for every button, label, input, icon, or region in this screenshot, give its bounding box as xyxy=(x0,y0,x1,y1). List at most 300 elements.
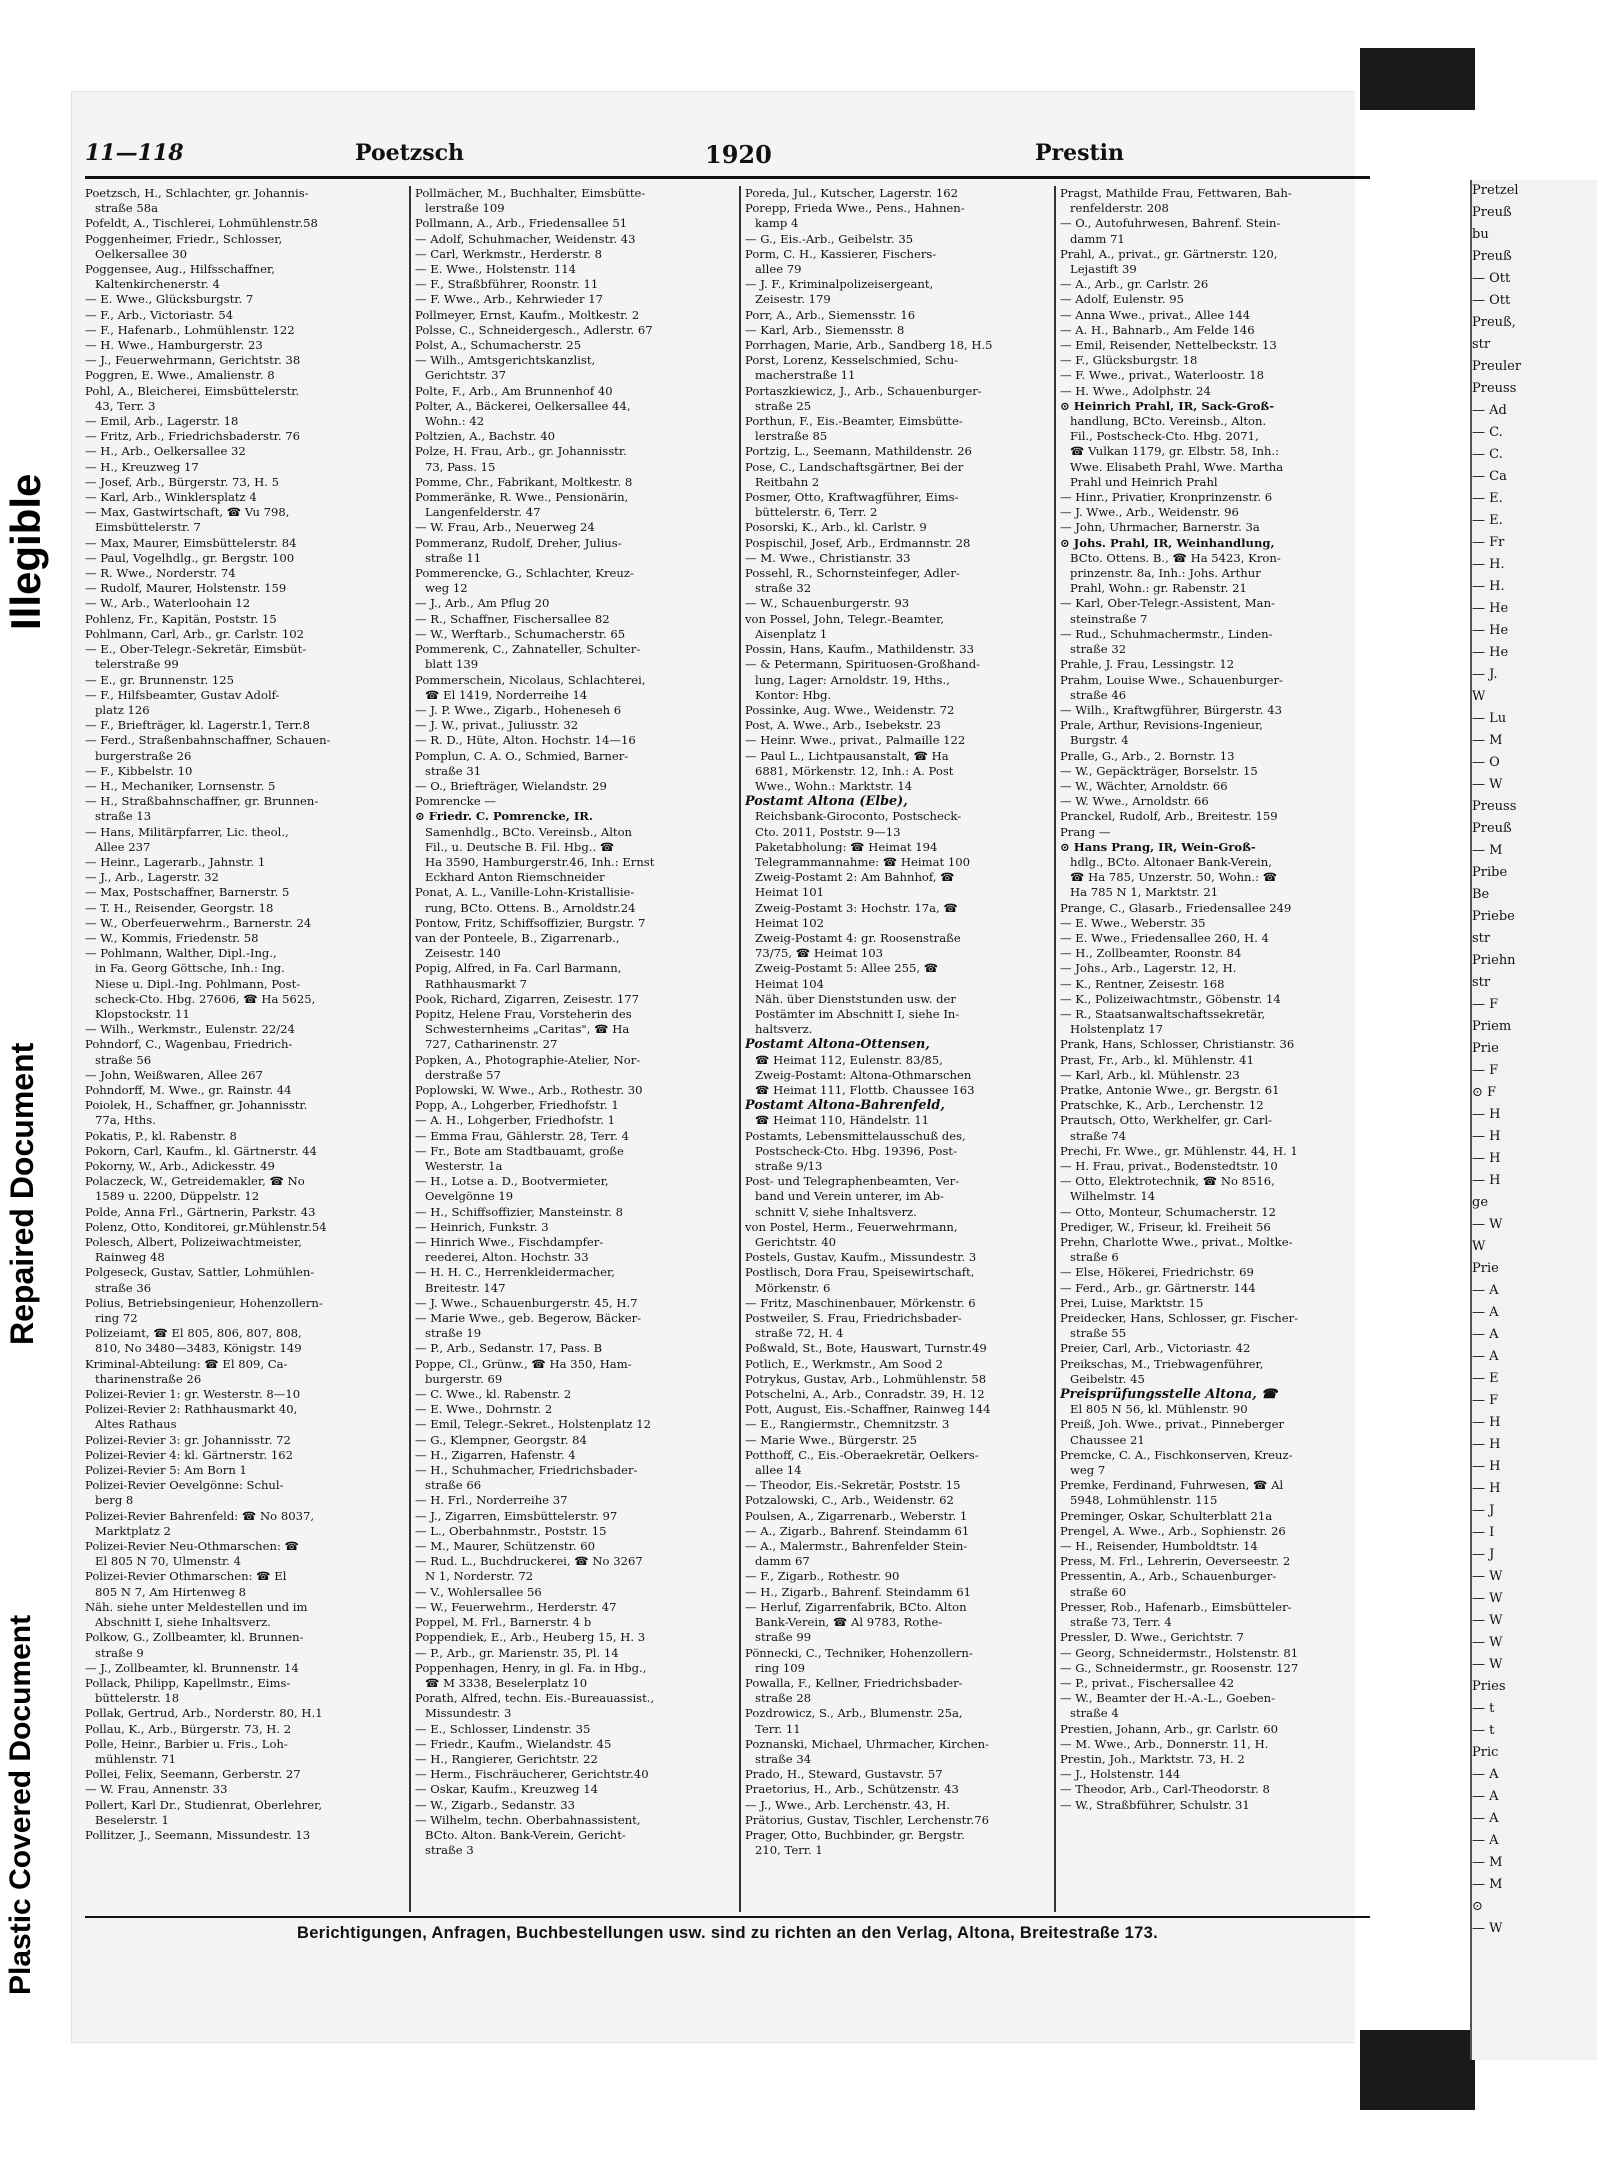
adjacent-page-fragment: Prie xyxy=(1472,1261,1499,1276)
directory-entry: Pohndorff, M. Wwe., gr. Rainstr. 44 xyxy=(85,1082,292,1097)
directory-entry: Zweig-Postamt 4: gr. Roosenstraße xyxy=(755,930,961,945)
adjacent-page-fragment: — t xyxy=(1472,1723,1495,1738)
directory-entry: handlung, BCto. Vereinsb., Alton. xyxy=(1070,414,1267,429)
directory-entry: Poggenheimer, Friedr., Schlosser, xyxy=(85,231,283,246)
directory-entry: Poznanski, Michael, Uhrmacher, Kirchen- xyxy=(745,1736,989,1751)
directory-entry: ⊙ Friedr. C. Pomrencke, IR. xyxy=(415,809,593,824)
directory-entry: Pollmächer, M., Buchhalter, Eimsbütte- xyxy=(415,186,646,200)
directory-entry: Porm, C. H., Kassierer, Fischers- xyxy=(745,246,937,261)
directory-entry: — C. Wwe., kl. Rabenstr. 2 xyxy=(415,1387,572,1402)
directory-entry: ☎ Ha 785, Unzerstr. 50, Wohn.: ☎ xyxy=(1070,870,1278,885)
directory-entry: 73/75, ☎ Heimat 103 xyxy=(755,946,883,961)
directory-entry: Poreda, Jul., Kutscher, Lagerstr. 162 xyxy=(745,186,959,200)
directory-entry: Pratke, Antonie Wwe., gr. Bergstr. 61 xyxy=(1060,1082,1280,1097)
directory-entry: Prechi, Fr. Wwe., gr. Mühlenstr. 44, H. 1 xyxy=(1060,1143,1298,1158)
adjacent-page-fragment: ⊙ F xyxy=(1472,1085,1497,1100)
directory-entry: Polkow, G., Zollbeamter, kl. Brunnen- xyxy=(85,1630,304,1645)
directory-entry: 810, No 3480—3483, Königstr. 149 xyxy=(95,1341,302,1356)
directory-entry: prinzenstr. 8a, Inh.: Johs. Arthur xyxy=(1070,566,1261,581)
directory-entry: Prank, Hans, Schlosser, Christianstr. 36 xyxy=(1060,1037,1295,1052)
adjacent-page-fragment: — E xyxy=(1472,1371,1499,1386)
directory-entry: Polaczeck, W., Getreidemakler, ☎ No xyxy=(85,1174,305,1189)
directory-entry: Potschelni, A., Arb., Conradstr. 39, H. 12 xyxy=(745,1387,985,1402)
directory-entry: — Emil, Reisender, Nettelbeckstr. 13 xyxy=(1060,338,1277,353)
directory-entry: 77a, Hths. xyxy=(95,1113,156,1128)
adjacent-page-fragment: — H xyxy=(1472,1151,1501,1166)
directory-entry: Powalla, F., Kellner, Friedrichsbader- xyxy=(745,1675,963,1690)
directory-entry: — J., Wwe., Arb. Lerchenstr. 43, H. xyxy=(745,1797,951,1812)
adjacent-page-fragment: Preuss xyxy=(1472,799,1517,814)
directory-entry: — Theodor, Eis.-Sekretär, Poststr. 15 xyxy=(745,1478,961,1493)
directory-entry: — F., Kibbelstr. 10 xyxy=(85,763,193,778)
directory-entry: lung, Lager: Arnoldstr. 19, Hths., xyxy=(755,672,950,687)
directory-entry: — W., Oberfeuerwehrm., Barnerstr. 24 xyxy=(85,915,312,930)
directory-entry: — Karl, Arb., Winklersplatz 4 xyxy=(85,490,257,505)
directory-entry: Pofeldt, A., Tischlerei, Lohmühlenstr.58 xyxy=(85,216,318,231)
adjacent-page-fragment: — A xyxy=(1472,1767,1499,1782)
adjacent-page-fragment: — H xyxy=(1472,1415,1501,1430)
directory-entry: — H. Frau, privat., Bodenstedtstr. 10 xyxy=(1060,1159,1278,1173)
directory-entry: — Rudolf, Maurer, Holstenstr. 159 xyxy=(85,581,287,596)
directory-entry: Pohl, A., Bleicherei, Eimsbüttelerstr. xyxy=(85,383,300,398)
directory-entry: Praetorius, H., Arb., Schützenstr. 43 xyxy=(745,1782,959,1797)
directory-entry: — Ferd., Arb., gr. Gärtnerstr. 144 xyxy=(1060,1280,1256,1295)
directory-entry: straße 58a xyxy=(95,201,159,216)
directory-entry: Wwe., Wohn.: Marktstr. 14 xyxy=(755,778,913,793)
directory-entry: — E. Wwe., Dohrnstr. 2 xyxy=(415,1402,553,1417)
adjacent-page-fragment: Preuß xyxy=(1472,205,1512,220)
stamp-line-illegible: Illegible xyxy=(2,473,49,630)
directory-entry: Poltzien, A., Bachstr. 40 xyxy=(415,429,556,444)
directory-entry: — H., Zollbeamter, Roonstr. 84 xyxy=(1060,946,1242,961)
directory-entry: Kaltenkirchenerstr. 4 xyxy=(95,277,220,292)
directory-entry: Porrhagen, Marie, Arb., Sandberg 18, H.5 xyxy=(745,338,993,353)
directory-entry: band und Verein unterer, im Ab- xyxy=(755,1189,944,1204)
directory-entry: Ponat, A. L., Vanille-Lohn-Kristallisie- xyxy=(415,885,635,900)
directory-entry: Allee 237 xyxy=(95,839,151,854)
directory-entry: — H., Zigarb., Bahrenf. Steindamm 61 xyxy=(745,1584,971,1599)
directory-entry: — Paul L., Lichtpausanstalt, ☎ Ha xyxy=(745,748,949,763)
directory-entry: — A. H., Bahnarb., Am Felde 146 xyxy=(1060,322,1255,337)
directory-entry: — Rud. L., Buchdruckerei, ☎ No 3267 xyxy=(415,1554,643,1569)
directory-entry: renfelderstr. 208 xyxy=(1070,201,1169,216)
header-first-name: Poetzsch xyxy=(355,140,465,166)
stamp-line-repaired: Repaired Document xyxy=(4,1042,40,1345)
directory-entry: haltsverz. xyxy=(755,1022,813,1037)
directory-entry: weg 7 xyxy=(1070,1463,1106,1478)
adjacent-page-fragment: bu xyxy=(1472,227,1489,242)
adjacent-page-fragment: — E. xyxy=(1472,513,1503,528)
directory-entry: 210, Terr. 1 xyxy=(755,1843,823,1858)
directory-entry: straße 13 xyxy=(95,809,152,824)
directory-entry: Pospischil, Josef, Arb., Erdmannstr. 28 xyxy=(745,535,971,550)
directory-entry: — F., Briefträger, kl. Lagerstr.1, Terr.8 xyxy=(85,718,310,733)
directory-entry: rung, BCto. Ottens. B., Arnoldstr.24 xyxy=(425,900,636,915)
directory-entry: straße 4 xyxy=(1070,1706,1119,1721)
directory-entry: — R., Staatsanwaltschaftssekretär, xyxy=(1060,1006,1266,1021)
directory-entry: von Postel, Herm., Feuerwehrmann, xyxy=(745,1219,958,1234)
directory-entry: — Karl, Ober-Telegr.-Assistent, Man- xyxy=(1060,596,1275,611)
directory-entry: Oelkersallee 30 xyxy=(95,246,187,261)
directory-entry: Postamt Altona-Ottensen, xyxy=(745,1037,930,1053)
directory-entry: 43, Terr. 3 xyxy=(95,398,156,413)
directory-entry: Pratschke, K., Arb., Lerchenstr. 12 xyxy=(1060,1098,1264,1113)
directory-entry: straße 73, Terr. 4 xyxy=(1070,1615,1172,1630)
directory-entry: Samenhdlg., BCto. Vereinsb., Alton xyxy=(425,824,633,839)
directory-entry: Näh. über Dienststunden usw. der xyxy=(755,991,956,1006)
directory-entry: — Heinr. Wwe., privat., Palmaille 122 xyxy=(745,733,966,748)
directory-entry: Langenfelderstr. 47 xyxy=(425,505,541,520)
directory-entry: — L., Oberbahnmstr., Poststr. 15 xyxy=(415,1523,607,1538)
adjacent-page-fragment: — W xyxy=(1472,1569,1503,1584)
directory-entry: telerstraße 99 xyxy=(95,657,179,672)
directory-entry: Pomrencke — xyxy=(415,794,496,809)
adjacent-page-fragment: — W xyxy=(1472,1635,1503,1650)
adjacent-page-fragment: str xyxy=(1472,975,1491,990)
directory-entry: Poppendiek, E., Arb., Heuberg 15, H. 3 xyxy=(415,1630,646,1645)
directory-entry: Polesch, Albert, Polizeiwachtmeister, xyxy=(85,1235,302,1250)
directory-entry: Pook, Richard, Zigarren, Zeisestr. 177 xyxy=(415,991,640,1006)
directory-entry: Rathhausmarkt 7 xyxy=(425,976,528,991)
directory-entry: Postamt Altona (Elbe), xyxy=(745,794,908,810)
directory-entry: Prahl und Heinrich Prahl xyxy=(1070,474,1218,489)
adjacent-page-column xyxy=(1470,180,1597,2060)
directory-entry: straße 34 xyxy=(755,1751,812,1766)
directory-entry: Poulsen, A., Zigarrenarb., Weberstr. 1 xyxy=(745,1508,968,1523)
directory-entry: Preidecker, Hans, Schlosser, gr. Fischer- xyxy=(1060,1311,1299,1326)
directory-entry: — Anna Wwe., privat., Allee 144 xyxy=(1060,307,1251,322)
directory-entry: — J., Arb., Am Pflug 20 xyxy=(415,596,550,611)
adjacent-page-fragment: — He xyxy=(1472,645,1509,660)
directory-entry: Potthoff, C., Eis.-Oberaekretär, Oelkers- xyxy=(745,1447,979,1462)
directory-entry: — Max, Gastwirtschaft, ☎ Vu 798, xyxy=(85,505,290,520)
directory-entry: ring 72 xyxy=(95,1311,138,1326)
adjacent-page-fragment: Preuss xyxy=(1472,381,1517,396)
adjacent-page-fragment: — Fr xyxy=(1472,535,1505,550)
directory-entry: — A., Zigarb., Bahrenf. Steindamm 61 xyxy=(745,1523,970,1538)
directory-entry: allee 79 xyxy=(755,262,802,277)
directory-entry: — W., Beamter der H.-A.-L., Goeben- xyxy=(1060,1691,1275,1706)
page-number: 11—118 xyxy=(85,140,184,166)
directory-entry: Geibelstr. 45 xyxy=(1070,1371,1145,1386)
directory-entry: Prado, H., Steward, Gustavstr. 57 xyxy=(745,1767,943,1782)
directory-entry: Possin, Hans, Kaufm., Mathildenstr. 33 xyxy=(745,642,975,657)
adjacent-page-fragment: — C. xyxy=(1472,447,1503,462)
directory-entry: Prestien, Johann, Arb., gr. Carlstr. 60 xyxy=(1060,1721,1279,1736)
directory-entry: Prast, Fr., Arb., kl. Mühlenstr. 41 xyxy=(1060,1052,1254,1067)
directory-entry: ring 109 xyxy=(755,1660,805,1675)
directory-entry: — W., Werftarb., Schumacherstr. 65 xyxy=(415,626,626,641)
directory-entry: — H., Zigarren, Hafenstr. 4 xyxy=(415,1447,576,1462)
adjacent-page-fragment: Pribe xyxy=(1472,865,1508,880)
directory-entry: Polenz, Otto, Konditorei, gr.Mühlenstr.54 xyxy=(85,1219,327,1234)
directory-entry: burgerstr. 69 xyxy=(425,1371,503,1386)
directory-column-1 xyxy=(85,186,403,1912)
adjacent-page-fragment: — Ott xyxy=(1472,293,1511,308)
directory-entry: Holstenplatz 17 xyxy=(1070,1022,1163,1037)
binding-tab-bottom xyxy=(1360,2030,1475,2110)
directory-entry: Polius, Betriebsingenieur, Hohenzollern- xyxy=(85,1295,323,1310)
directory-entry: Polizei-Revier 5: Am Born 1 xyxy=(85,1463,247,1478)
directory-entry: Prahl, A., privat., gr. Gärtnerstr. 120, xyxy=(1060,246,1278,261)
directory-entry: Post- und Telegraphenbeamten, Ver- xyxy=(745,1174,960,1189)
directory-entry: Pokorn, Carl, Kaufm., kl. Gärtnerstr. 44 xyxy=(85,1143,317,1158)
directory-entry: Wohn.: 42 xyxy=(425,414,485,429)
footer-rule xyxy=(85,1916,1370,1918)
directory-entry: — Karl, Arb., kl. Mühlenstr. 23 xyxy=(1060,1067,1240,1082)
adjacent-page-fragment: — H xyxy=(1472,1481,1501,1496)
adjacent-page-fragment: str xyxy=(1472,931,1491,946)
directory-entry: Kriminal-Abteilung: ☎ El 809, Ca- xyxy=(85,1356,288,1371)
directory-entry: straße 99 xyxy=(755,1630,812,1645)
directory-entry: Fil., Postscheck-Cto. Hbg. 2071, xyxy=(1070,429,1259,444)
directory-entry: Presser, Rob., Hafenarb., Eimsbütteler- xyxy=(1060,1599,1292,1614)
directory-entry: — Hinrich Wwe., Fischdampfer- xyxy=(415,1235,604,1250)
directory-entry: Schwesternheims „Caritas", ☎ Ha xyxy=(425,1022,630,1037)
directory-entry: platz 126 xyxy=(95,702,150,717)
directory-entry: Beselerstr. 1 xyxy=(95,1812,169,1827)
directory-entry: weg 12 xyxy=(425,581,468,596)
directory-entry: derstraße 57 xyxy=(425,1067,501,1082)
directory-column-2 xyxy=(415,186,733,1912)
directory-entry: Gerichtstr. 40 xyxy=(755,1235,836,1250)
directory-entry: Preiß, Joh. Wwe., privat., Pinneberger xyxy=(1060,1417,1285,1432)
directory-entry: Eimsbüttelerstr. 7 xyxy=(95,520,201,535)
column-divider xyxy=(409,186,411,1912)
directory-entry: Prahle, J. Frau, Lessingstr. 12 xyxy=(1060,657,1235,672)
directory-entry: — G., Schneidermstr., gr. Roosenstr. 127 xyxy=(1060,1660,1299,1675)
directory-entry: Postamts, Lebensmittelausschuß des, xyxy=(745,1128,966,1143)
directory-entry: Pönnecki, C., Techniker, Hohenzollern- xyxy=(745,1645,973,1660)
directory-entry: — H., Kreuzweg 17 xyxy=(85,459,199,474)
adjacent-page-fragment: — He xyxy=(1472,601,1509,616)
directory-entry: Poßwald, St., Bote, Hauswart, Turnstr.49 xyxy=(745,1341,987,1356)
adjacent-page-fragment: Preuß xyxy=(1472,821,1512,836)
adjacent-page-fragment: — I xyxy=(1472,1525,1495,1540)
directory-entry: — O., Autofuhrwesen, Bahrenf. Stein- xyxy=(1060,216,1281,231)
directory-entry: Prahl, Wohn.: gr. Rabenstr. 21 xyxy=(1070,581,1247,596)
adjacent-page-fragment: — H xyxy=(1472,1437,1501,1452)
adjacent-page-fragment: Preuler xyxy=(1472,359,1522,374)
directory-entry: — F. Wwe., privat., Waterloostr. 18 xyxy=(1060,368,1265,383)
directory-entry: — A. H., Lohgerber, Friedhofstr. 1 xyxy=(415,1113,616,1128)
directory-entry: — W. Frau, Arb., Neuerweg 24 xyxy=(415,520,595,535)
directory-entry: blatt 139 xyxy=(425,657,479,672)
directory-entry: Pontow, Fritz, Schiffsoffizier, Burgstr. 7 xyxy=(415,915,646,930)
adjacent-page-fragment: — O xyxy=(1472,755,1500,770)
adjacent-page-fragment: — C. xyxy=(1472,425,1503,440)
directory-entry: Porepp, Frieda Wwe., Pens., Hahnen- xyxy=(745,201,965,216)
directory-entry: — G., Klempner, Georgstr. 84 xyxy=(415,1432,587,1447)
directory-entry: — W., Feuerwehrm., Herderstr. 47 xyxy=(415,1599,617,1614)
directory-entry: Chaussee 21 xyxy=(1070,1432,1145,1447)
directory-entry: Altes Rathaus xyxy=(95,1417,177,1432)
directory-entry: — W. Frau, Annenstr. 33 xyxy=(85,1782,228,1797)
directory-entry: Heimat 102 xyxy=(755,915,825,930)
adjacent-page-fragment: — E. xyxy=(1472,491,1503,506)
page-header xyxy=(85,140,1370,172)
directory-entry: Aisenplatz 1 xyxy=(755,626,828,641)
directory-entry: Postlisch, Dora Frau, Speisewirtschaft, xyxy=(745,1265,975,1280)
directory-entry: Polizei-Revier 4: kl. Gärtnerstr. 162 xyxy=(85,1447,293,1462)
directory-entry: Polle, Heinr., Barbier u. Fris., Loh- xyxy=(85,1736,288,1751)
directory-entry: ☎ El 1419, Norderreihe 14 xyxy=(425,687,588,702)
directory-entry: — R., Schaffner, Fischersallee 82 xyxy=(415,611,610,626)
directory-entry: — Otto, Monteur, Schumacherstr. 12 xyxy=(1060,1204,1277,1219)
directory-entry: — Marie Wwe., geb. Begerow, Bäcker- xyxy=(415,1311,642,1326)
directory-entry: 805 N 7, Am Hirtenweg 8 xyxy=(95,1584,247,1599)
directory-entry: — J. P. Wwe., Zigarb., Hoheneseh 6 xyxy=(415,702,622,717)
adjacent-page-fragment: — H. xyxy=(1472,557,1505,572)
directory-entry: — H. Wwe., Hamburgerstr. 23 xyxy=(85,338,263,353)
directory-entry: Pommeränke, R. Wwe., Pensionärin, xyxy=(415,490,629,505)
directory-entry: — W., Arb., Waterloohain 12 xyxy=(85,596,251,611)
adjacent-page-fragment: — J xyxy=(1472,1547,1495,1562)
directory-entry: straße 9 xyxy=(95,1645,144,1660)
directory-entry: Pollak, Gertrud, Arb., Norderstr. 80, H.1 xyxy=(85,1706,323,1721)
directory-entry: — T. H., Reisender, Georgstr. 18 xyxy=(85,900,274,915)
directory-entry: Pommerenk, C., Zahnateller, Schulter- xyxy=(415,642,641,657)
directory-entry: — O., Briefträger, Wielandstr. 29 xyxy=(415,778,607,793)
directory-entry: straße 55 xyxy=(1070,1326,1127,1341)
directory-entry: — Carl, Werkmstr., Herderstr. 8 xyxy=(415,246,602,261)
directory-entry: Ha 3590, Hamburgerstr.46, Inh.: Ernst xyxy=(425,854,655,869)
directory-entry: Pommeranz, Rudolf, Dreher, Julius- xyxy=(415,535,622,550)
adjacent-page-fragment: — A xyxy=(1472,1833,1499,1848)
directory-entry: straße 74 xyxy=(1070,1128,1127,1143)
directory-entry: Polizei-Revier Bahrenfeld: ☎ No 8037, xyxy=(85,1508,315,1523)
directory-entry: büttelerstr. 18 xyxy=(95,1691,180,1706)
directory-entry: Pomme, Chr., Fabrikant, Moltkestr. 8 xyxy=(415,474,633,489)
directory-entry: Polizei-Revier Othmarschen: ☎ El xyxy=(85,1569,287,1584)
adjacent-page-fragment: — M xyxy=(1472,1877,1503,1892)
directory-entry: — Georg, Schneidermstr., Holstenstr. 81 xyxy=(1060,1645,1299,1660)
directory-entry: Burgstr. 4 xyxy=(1070,733,1129,748)
adjacent-page-fragment: Pric xyxy=(1472,1745,1499,1760)
directory-entry: — H., Mechaniker, Lornsenstr. 5 xyxy=(85,778,276,793)
adjacent-page-fragment: — W xyxy=(1472,1921,1503,1936)
directory-entry: — Herluf, Zigarrenfabrik, BCto. Alton xyxy=(745,1599,967,1614)
directory-entry: Mörkenstr. 6 xyxy=(755,1280,831,1295)
directory-entry: Popken, A., Photographie-Atelier, Nor- xyxy=(415,1052,641,1067)
directory-entry: Premcke, C. A., Fischkonserven, Kreuz- xyxy=(1060,1447,1293,1462)
adjacent-page-fragment: — A xyxy=(1472,1327,1499,1342)
directory-entry: Poppenhagen, Henry, in gl. Fa. in Hbg., xyxy=(415,1660,647,1675)
directory-entry: Preminger, Oskar, Schulterblatt 21a xyxy=(1060,1508,1273,1523)
directory-entry: Westerstr. 1a xyxy=(425,1159,503,1173)
directory-entry: Pranckel, Rudolf, Arb., Breitestr. 159 xyxy=(1060,809,1278,824)
directory-entry: Polizei-Revier 3: gr. Johannisstr. 72 xyxy=(85,1432,291,1447)
directory-entry: Potzalowski, C., Arb., Weidenstr. 62 xyxy=(745,1493,954,1508)
directory-entry: — Marie Wwe., Bürgerstr. 25 xyxy=(745,1432,917,1447)
directory-entry: Polizei-Revier 1: gr. Westerstr. 8—10 xyxy=(85,1387,301,1402)
directory-entry: in Fa. Georg Göttsche, Inh.: Ing. xyxy=(95,961,285,976)
stamp-line-plastic: Plastic Covered Document xyxy=(4,1614,37,1995)
directory-entry: — E., Rangiermstr., Chemnitzstr. 3 xyxy=(745,1417,950,1432)
directory-entry: — Emma Frau, Gählerstr. 28, Terr. 4 xyxy=(415,1128,630,1143)
directory-entry: Portaszkiewicz, J., Arb., Schauenburger- xyxy=(745,383,982,398)
directory-entry: Pommerschein, Nicolaus, Schlachterei, xyxy=(415,672,646,687)
directory-entry: Polze, H. Frau, Arb., gr. Johannisstr. xyxy=(415,444,627,459)
directory-entry: — K., Polizeiwachtmstr., Göbenstr. 14 xyxy=(1060,991,1281,1006)
column-divider xyxy=(1054,186,1056,1912)
directory-entry: Pollmeyer, Ernst, Kaufm., Moltkestr. 2 xyxy=(415,307,640,322)
directory-entry: Cto. 2011, Poststr. 9—13 xyxy=(755,824,901,839)
directory-entry: Preikschas, M., Triebwagenführer, xyxy=(1060,1356,1264,1371)
directory-entry: — Adolf, Eulenstr. 95 xyxy=(1060,292,1184,307)
adjacent-page-fragment: Priehn xyxy=(1472,953,1516,968)
adjacent-page-fragment: — W xyxy=(1472,1591,1503,1606)
directory-entry: — Max, Postschaffner, Barnerstr. 5 xyxy=(85,885,290,900)
directory-entry: — W., Zigarb., Sedanstr. 33 xyxy=(415,1797,575,1812)
directory-entry: 727, Catharinenstr. 27 xyxy=(425,1037,558,1052)
directory-entry: Possinke, Aug. Wwe., Weidenstr. 72 xyxy=(745,702,955,717)
directory-entry: Poiolek, H., Schaffner, gr. Johannisstr. xyxy=(85,1098,308,1113)
directory-entry: Portzig, L., Seemann, Mathildenstr. 26 xyxy=(745,444,972,459)
directory-entry: — Paul, Vogelhdlg., gr. Bergstr. 100 xyxy=(85,550,295,565)
directory-entry: ☎ M 3338, Beselerplatz 10 xyxy=(425,1675,588,1690)
directory-entry: Pomplun, C. A. O., Schmied, Barner- xyxy=(415,748,629,763)
directory-entry: — H. Frl., Norderreihe 37 xyxy=(415,1493,568,1508)
directory-entry: Zweig-Postamt 3: Hochstr. 17a, ☎ xyxy=(755,900,958,915)
directory-entry: Pott, August, Eis.-Schaffner, Rainweg 144 xyxy=(745,1402,991,1417)
directory-entry: berg 8 xyxy=(95,1493,134,1508)
directory-entry: — Fritz, Maschinenbauer, Mörkenstr. 6 xyxy=(745,1295,976,1310)
directory-entry: Niese u. Dipl.-Ing. Pohlmann, Post- xyxy=(95,976,301,991)
directory-entry: ☎ Vulkan 1179, gr. Elbstr. 58, Inh.: xyxy=(1070,444,1280,459)
directory-entry: El 805 N 70, Ulmenstr. 4 xyxy=(95,1554,242,1569)
directory-entry: Terr. 11 xyxy=(755,1721,801,1736)
adjacent-page-fragment: — M xyxy=(1472,1855,1503,1870)
directory-entry: Polizei-Revier 2: Rathhausmarkt 40, xyxy=(85,1402,298,1417)
adjacent-page-fragment: Preuß xyxy=(1472,249,1512,264)
directory-entry: — M., Maurer, Schützenstr. 60 xyxy=(415,1539,595,1554)
directory-entry: — Johs., Arb., Lagerstr. 12, H. xyxy=(1060,961,1237,976)
directory-entry: straße 3 xyxy=(425,1843,474,1858)
adjacent-page-fragment: — Ca xyxy=(1472,469,1507,484)
directory-entry: — Adolf, Schuhmacher, Weidenstr. 43 xyxy=(415,231,636,246)
directory-entry: — Theodor, Arb., Carl-Theodorstr. 8 xyxy=(1060,1782,1270,1797)
directory-entry: 6881, Mörkenstr. 12, Inh.: A. Post xyxy=(755,763,954,778)
directory-entry: Prahm, Louise Wwe., Schauenburger- xyxy=(1060,672,1283,687)
directory-entry: — H. Wwe., Adolphstr. 24 xyxy=(1060,383,1211,398)
directory-entry: — Heinr., Lagerarb., Jahnstr. 1 xyxy=(85,854,266,869)
directory-entry: Postamt Altona-Bahrenfeld, xyxy=(745,1098,945,1114)
directory-entry: — E. Wwe., Weberstr. 35 xyxy=(1060,915,1206,930)
directory-entry: ⊙ Johs. Prahl, IR, Weinhandlung, xyxy=(1060,535,1275,550)
adjacent-page-fragment: W xyxy=(1472,1239,1486,1254)
header-rule xyxy=(85,176,1370,179)
directory-entry: Post, A. Wwe., Arb., Isebekstr. 23 xyxy=(745,718,941,733)
directory-entry: El 805 N 56, kl. Mühlenstr. 90 xyxy=(1070,1402,1248,1417)
directory-entry: Polte, F., Arb., Am Brunnenhof 40 xyxy=(415,383,613,398)
directory-entry: macherstraße 11 xyxy=(755,368,856,383)
adjacent-page-fragment: ge xyxy=(1472,1195,1489,1210)
directory-entry: Pollei, Felix, Seemann, Gerberstr. 27 xyxy=(85,1767,301,1782)
directory-entry: straße 6 xyxy=(1070,1250,1119,1265)
directory-entry: Oevelgönne 19 xyxy=(425,1189,514,1204)
directory-entry: — Max, Maurer, Eimsbüttelerstr. 84 xyxy=(85,535,297,550)
directory-entry: — Hans, Militärpfarrer, Lic. theol., xyxy=(85,824,289,839)
adjacent-page-fragment: — H. xyxy=(1472,579,1505,594)
directory-entry: Porath, Alfred, techn. Eis.-Bureauassist., xyxy=(415,1691,655,1706)
directory-entry: Popitz, Helene Frau, Vorsteherin des xyxy=(415,1006,632,1021)
directory-entry: — J., Feuerwehrmann, Gerichtstr. 38 xyxy=(85,353,301,368)
directory-entry: — M. Wwe., Christianstr. 33 xyxy=(745,550,911,565)
directory-entry: straße 36 xyxy=(95,1280,152,1295)
directory-entry: — F. Wwe., Arb., Kehrwieder 17 xyxy=(415,292,604,307)
directory-entry: Telegrammannahme: ☎ Heimat 100 xyxy=(755,854,970,869)
